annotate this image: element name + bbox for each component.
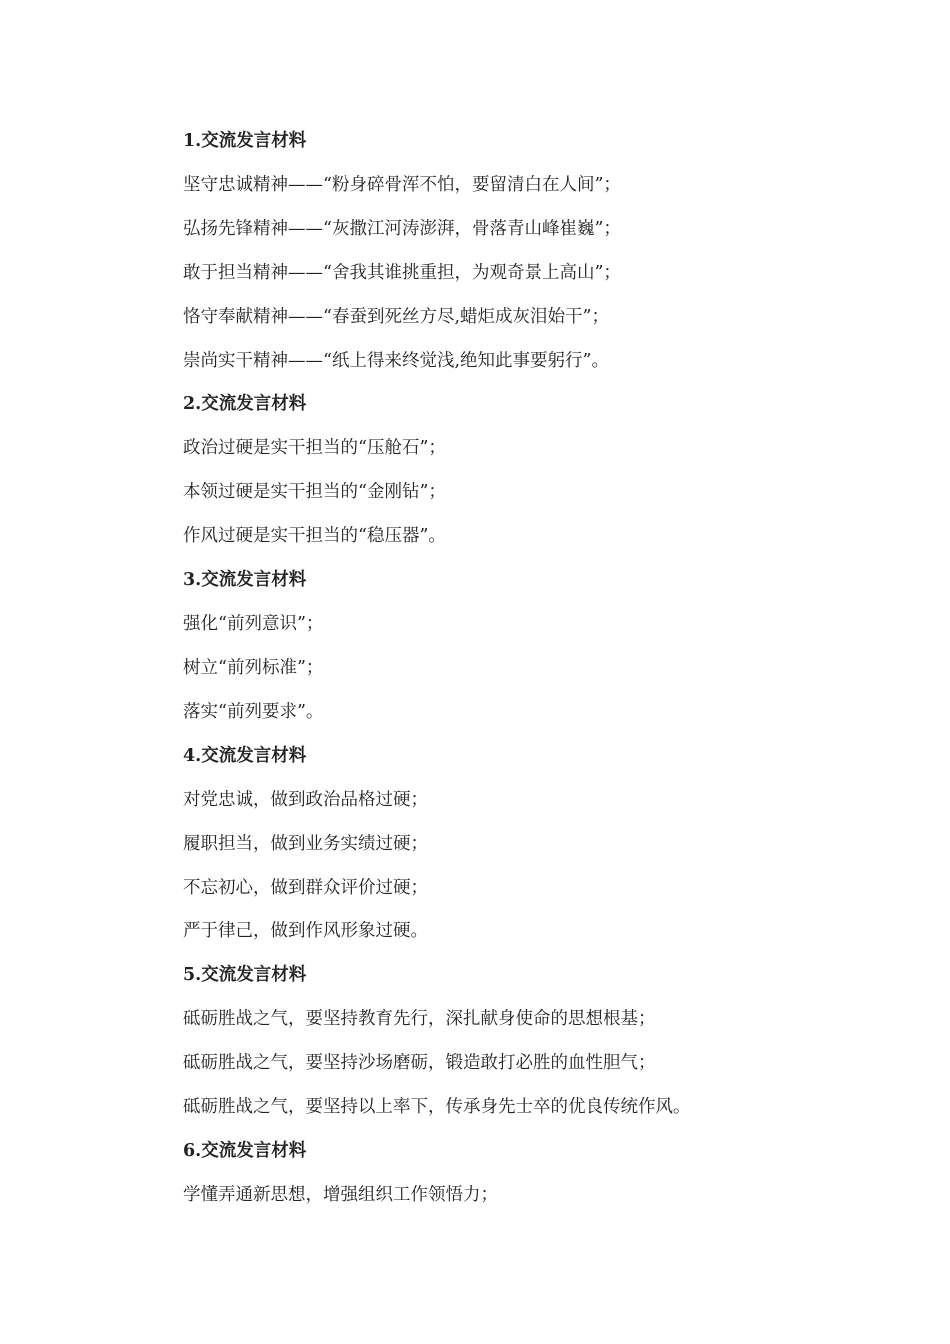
paragraph-line: 履职担当，做到业务实绩过硬； <box>183 833 428 854</box>
section-heading: 6.交流发言材料 <box>183 1141 307 1162</box>
paragraph-line: 砥砺胜战之气，要坚持沙场磨砺，锻造敢打必胜的血性胆气； <box>183 1053 656 1074</box>
paragraph-line: 弘扬先锋精神——“灰撒江河涛澎湃，骨落青山峰崔巍”； <box>183 218 621 239</box>
paragraph-line: 砥砺胜战之气，要坚持教育先行，深扎献身使命的思想根基； <box>183 1009 656 1030</box>
paragraph-line: 树立“前列标准”； <box>183 658 324 679</box>
paragraph-line: 坚守忠诚精神——“粉身碎骨浑不怕，要留清白在人间”； <box>183 175 621 195</box>
paragraph-line: 恪守奉献精神——“春蚕到死丝方尽,蜡炬成灰泪始干”； <box>183 306 609 327</box>
document-body <box>183 126 883 1224</box>
paragraph-line: 严于律己，做到作风形象过硬。 <box>183 921 428 942</box>
section-heading: 5.交流发言材料 <box>183 965 307 986</box>
paragraph-line: 砥砺胜战之气，要坚持以上率下，传承身先士卒的优良传统作风。 <box>183 1097 691 1118</box>
paragraph-line: 敢于担当精神——“舍我其谁挑重担，为观奇景上高山”； <box>183 262 621 283</box>
paragraph-line: 本领过硬是实干担当的“金刚钻”； <box>183 482 446 503</box>
paragraph-line: 学懂弄通新思想，增强组织工作领悟力； <box>183 1185 498 1206</box>
paragraph-line: 不忘初心，做到群众评价过硬； <box>183 877 428 898</box>
section-heading: 3.交流发言材料 <box>183 570 307 591</box>
section-3 <box>183 565 883 741</box>
paragraph-line: 政治过硬是实干担当的“压舱石”； <box>183 438 446 459</box>
section-2 <box>183 389 883 565</box>
section-6 <box>183 1136 883 1224</box>
paragraph-line: 落实“前列要求”。 <box>183 701 324 722</box>
section-5 <box>183 960 883 1136</box>
section-heading: 2.交流发言材料 <box>183 394 307 415</box>
paragraph-line: 对党忠诚，做到政治品格过硬； <box>183 789 428 810</box>
section-1 <box>183 126 883 389</box>
section-4 <box>183 741 883 961</box>
section-heading: 1.交流发言材料 <box>183 131 307 151</box>
paragraph-line: 作风过硬是实干担当的“稳压器”。 <box>183 526 446 547</box>
paragraph-line: 崇尚实干精神——“纸上得来终觉浅,绝知此事要躬行”。 <box>183 350 609 371</box>
paragraph-line: 强化“前列意识”； <box>183 614 324 635</box>
section-heading: 4.交流发言材料 <box>183 745 307 766</box>
